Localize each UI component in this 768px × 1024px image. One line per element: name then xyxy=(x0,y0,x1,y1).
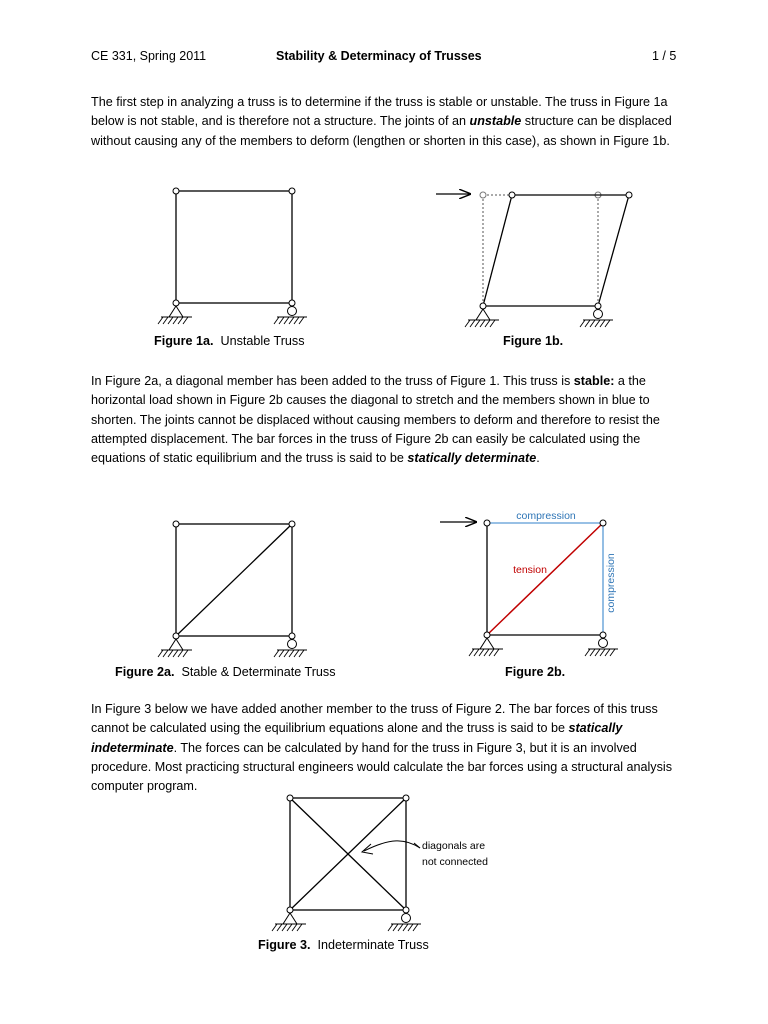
tension-label: tension xyxy=(513,564,547,576)
paragraph-3-text-a: In Figure 3 below we have added another member to the truss of Figure 2. The bar forces of this truss cannot be calculated using the equilibrium equations alone and the truss is said to be xyxy=(91,702,658,736)
paragraph-1-text-b: structure can be displaced without causing any of the members to deform (lengthen or shorten in this case), as shown in Figure 1b. xyxy=(91,114,672,148)
figure-2a-text: Stable & Determinate Truss xyxy=(174,665,336,679)
page-title: Stability & Determinacy of Trusses xyxy=(276,49,482,63)
diagonals-note-line2: not connected xyxy=(422,856,488,868)
paragraph-1-text-a: The first step in analyzing a truss is to determine if the truss is stable or unstable. The truss in Figure 1a below is not stable, and is therefore not a structure. The joints of an xyxy=(91,95,668,129)
paragraph-2-text-c: . xyxy=(536,451,540,466)
figure-3-text: Indeterminate Truss xyxy=(310,938,429,952)
course-header: CE 331, Spring 2011 xyxy=(91,49,207,63)
figure-1b xyxy=(436,192,632,327)
figure-1b-caption xyxy=(503,334,563,348)
figure-3-label: Figure 3. xyxy=(258,938,311,952)
figure-2a xyxy=(158,521,307,657)
figure-1a-text: Unstable Truss xyxy=(213,334,305,348)
paragraph-2 xyxy=(91,372,691,468)
paragraph-3-emphasis: statically indeterminate xyxy=(91,721,623,755)
figure-3-caption xyxy=(258,938,429,952)
paragraph-3-text-b: . The forces can be calculated by hand for the truss in Figure 3, but it is an involved procedure. Most practicing structural engineers would calculate the bar forces using a structural analysis computer program. xyxy=(91,740,672,794)
figure-2a-label: Figure 2a. xyxy=(115,665,175,679)
paragraph-3 xyxy=(91,700,691,796)
figure-2b-label: Figure 2b. xyxy=(505,665,566,679)
figure-2b xyxy=(440,510,618,656)
diagonals-note-line1: diagonals are xyxy=(422,840,486,852)
paragraph-1-emphasis: unstable xyxy=(469,114,522,129)
paragraph-2-text-a: In Figure 2a, a diagonal member has been added to the truss of Figure 1. This truss is xyxy=(91,374,574,388)
paragraph-2-bold: stable: xyxy=(573,374,615,388)
figure-1a-label: Figure 1a. xyxy=(154,334,214,348)
figure-1b-label: Figure 1b. xyxy=(503,334,564,348)
compression-top-label: compression xyxy=(516,510,576,522)
tension-diagonal xyxy=(487,523,603,635)
figure-2a-caption xyxy=(115,665,336,679)
compression-right-label: compression xyxy=(605,553,617,613)
paragraph-2-text-b: a the horizontal load shown in Figure 2b causes the diagonal to stretch and the members shown in blue to shorten. The joints cannot be displaced without causing members to deform and therefore to resist the attempted displacement. The bar forces in the truss of Figure 2b can easily be calculated using the equations of static equilibrium and the truss is said to be xyxy=(91,374,660,466)
figure-3 xyxy=(272,795,488,931)
note-leader-line xyxy=(364,841,420,851)
paragraph-2-emphasis: statically determinate xyxy=(407,451,537,466)
figure-1a-caption xyxy=(154,334,305,348)
page-number: 1 / 5 xyxy=(652,49,677,63)
figure-1a xyxy=(158,188,307,324)
figure-2b-caption xyxy=(505,665,565,679)
